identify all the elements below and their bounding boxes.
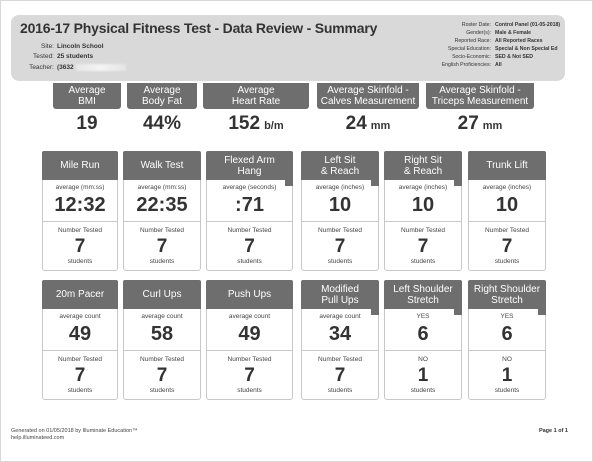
card-tested-count: 1 [417,365,429,386]
tested-value: 25 students [57,53,94,60]
card-tested-label: Number Tested [318,356,362,363]
card-subtitle: average (seconds) [222,184,277,191]
average-unit: mm [482,120,503,132]
card-tested-count: 7 [334,236,346,257]
card-students-label: students [67,387,93,394]
card-title: Curl Ups [123,280,201,309]
card-tested-label: Number Tested [140,356,184,363]
roster-value: Male & Female [495,30,532,36]
average-number: 27 [457,113,479,134]
average-number: 19 [76,113,98,134]
average-tile-label: Average Body Fat [127,83,197,109]
roster-key: Socio-Economic: [452,54,491,60]
card-title: Right Sit & Reach [384,151,462,180]
average-tile-label: Average Skinfold - Triceps Measurement [426,83,534,109]
card-title: Left Shoulder Stretch [384,280,462,309]
site-line [21,43,104,50]
card-average: 10 [495,194,519,216]
card-subtitle: average (mm:ss) [55,184,105,191]
fitness-card [42,280,118,400]
fitness-card [468,280,546,400]
card-tested-label: Number Tested [227,356,272,363]
fitness-card [123,151,201,271]
roster-value: All Reported Races [495,38,543,44]
page-number: Page 1 of 1 [538,428,568,434]
average-unit: b/m [264,120,284,132]
card-tab [285,180,293,186]
card-divider [302,350,378,351]
average-tile-value [203,113,309,135]
card-subtitle: YES [416,313,430,320]
card-average: 6 [417,323,429,345]
card-subtitle: average count [228,313,271,320]
roster-row [391,21,560,29]
card-tested-count: 7 [74,236,86,257]
card-title: Flexed Arm Hang [206,151,293,180]
card-students-label: students [410,258,436,265]
fitness-card [468,151,546,271]
card-tested-count: 7 [417,236,429,257]
roster-value: Control Panel (01-05-2018) [495,22,561,28]
roster-key: Special Education: [448,46,491,52]
roster-key: Roster Date: [461,22,491,28]
site-value: Lincoln School [57,43,104,50]
card-divider [469,350,545,351]
tested-label: Tested: [33,53,54,60]
card-students-label: students [149,258,175,265]
card-subtitle: average (inches) [315,184,365,191]
report-footer [11,428,138,442]
fitness-card [123,280,201,400]
card-tab [538,309,546,315]
card-tested-label: Number Tested [401,227,445,234]
card-divider [302,221,378,222]
card-average: 49 [238,323,261,345]
card-average: 10 [328,194,352,216]
average-tile-value [53,113,121,135]
card-tested-count: 7 [156,236,168,257]
card-students-label: students [149,387,175,394]
generated-note: Generated on 01/05/2018 by Illuminate Education™ [11,428,138,434]
average-tile-label: Average Heart Rate [203,83,309,109]
card-title: Mile Run [42,151,118,180]
card-subtitle: average (inches) [398,184,448,191]
site-label: Site: [40,43,54,50]
card-average: 12:32 [54,194,106,216]
fitness-card [301,151,379,271]
roster-filters [391,21,560,69]
card-average: 10 [411,194,435,216]
average-number: 24 [345,113,367,134]
roster-row [391,61,560,69]
card-tested-label: Number Tested [58,356,102,363]
card-tab [371,309,379,315]
card-tab [454,309,462,315]
roster-row [391,53,560,61]
roster-key: English Proficiencies: [441,62,491,68]
roster-key: Reported Race: [454,38,491,44]
card-subtitle: average count [319,313,361,320]
average-tile-label: Average BMI [53,83,121,109]
card-students-label: students [410,387,436,394]
teacher-line [21,64,126,71]
redacted-teacher-name [76,64,126,71]
card-students-label: students [327,387,353,394]
card-students-label: students [494,387,520,394]
average-tile-value [127,113,197,135]
card-average: 49 [68,323,92,345]
average-tile-label: Average Skinfold - Calves Measurement [317,83,419,109]
roster-row [391,29,560,37]
card-subtitle: YES [500,313,514,320]
average-number: 44% [142,113,182,134]
help-url: help.illuminateed.com [11,435,65,441]
card-students-label: students [327,258,353,265]
roster-row [391,37,560,45]
report-header [11,15,565,81]
card-average: 34 [328,323,352,345]
card-tested-count: 7 [244,365,255,386]
card-average: 58 [150,323,174,345]
card-divider [207,221,292,222]
card-subtitle: average (mm:ss) [137,184,187,191]
card-title: Modified Pull Ups [301,280,379,309]
card-divider [43,350,117,351]
card-tab [371,180,379,186]
fitness-card [301,280,379,400]
card-tested-count: 7 [334,365,346,386]
fitness-card [206,151,293,271]
card-tested-label: Number Tested [227,227,272,234]
card-title: Right Shoulder Stretch [468,280,546,309]
card-title: Walk Test [123,151,201,180]
fitness-card [42,151,118,271]
roster-value: Special & Non Special Ed [495,46,558,52]
card-students-label: students [494,258,520,265]
card-tested-label: NO [418,356,428,363]
card-tested-label: Number Tested [140,227,184,234]
card-subtitle: average count [141,313,183,320]
card-tab [454,180,462,186]
card-students-label: students [237,258,262,265]
roster-key: Gender(s): [466,30,491,36]
fitness-card [384,151,462,271]
card-divider [43,221,117,222]
average-number: 152 [228,113,261,134]
card-divider [124,221,200,222]
card-tested-label: Number Tested [485,227,529,234]
card-title: Trunk Lift [468,151,546,180]
card-average: :71 [235,194,264,216]
card-divider [385,221,461,222]
fitness-card [206,280,293,400]
average-tile-value [426,113,534,135]
card-divider [385,350,461,351]
card-average: 22:35 [136,194,188,216]
card-tested-label: Number Tested [318,227,362,234]
card-divider [207,350,292,351]
card-subtitle: average count [59,313,101,320]
fitness-card [384,280,462,400]
card-tested-count: 7 [501,236,513,257]
card-tested-label: NO [502,356,512,363]
card-title: Left Sit & Reach [301,151,379,180]
card-tested-count: 7 [74,365,86,386]
card-average: 6 [501,323,513,345]
card-students-label: students [237,387,262,394]
card-divider [124,350,200,351]
card-tested-count: 1 [501,365,513,386]
card-tested-count: 7 [156,365,168,386]
card-subtitle: average (inches) [482,184,532,191]
card-tested-label: Number Tested [58,227,102,234]
teacher-value: (3632 [57,64,74,72]
tested-line [21,53,93,60]
average-tile-value [317,113,419,135]
roster-value: All [495,62,502,68]
roster-row [391,45,560,53]
teacher-label: Teacher: [29,64,54,72]
card-title: Push Ups [206,280,293,309]
card-divider [469,221,545,222]
report-title: 2016-17 Physical Fitness Test - Data Review - Summary [20,20,378,36]
roster-value: SED & Not SED [495,54,534,60]
card-title: 20m Pacer [42,280,118,309]
card-tested-count: 7 [244,236,255,257]
average-unit: mm [370,120,391,132]
card-students-label: students [67,258,93,265]
